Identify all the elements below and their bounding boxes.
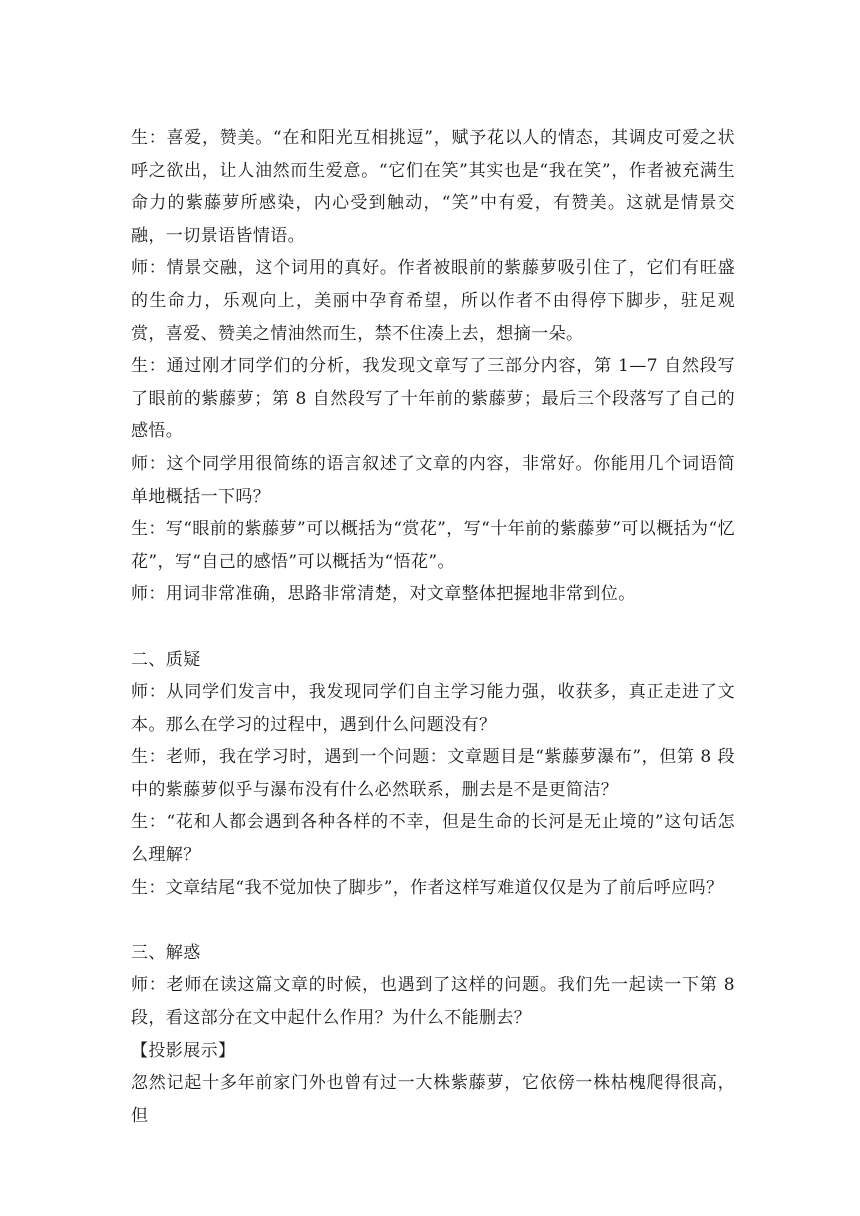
- paragraph-teacher-read-paragraph-8: 师：老师在读这篇文章的时候，也遇到了这样的问题。我们先一起读一下第 8 段，看这部分在文中起什么作用？为什么不能删去？: [131, 975, 735, 1029]
- blank-line: [131, 904, 735, 937]
- paragraph-student-question-3: 生：文章结尾“我不觉加快了脚步”，作者这样写难道仅仅是为了前后呼应吗？: [131, 877, 724, 898]
- paragraph-teacher-ask-questions: 师：从同学们发言中，我发现同学们自主学习能力强，收获多，真正走进了文本。那么在学习的过程中，遇到什么问题没有？: [131, 682, 735, 735]
- paragraph-quoted-text: 忽然记起十多年前家门外也曾有过一大株紫藤萝，它依傍一株枯槐爬得很高，但: [131, 1073, 735, 1126]
- document-body: [131, 122, 735, 1132]
- paragraph-teacher-blending: 师：情景交融，这个词用的真好。作者被眼前的紫藤萝吸引住了，它们有旺盛的生命力，乐观向上，美丽中孕育希望，所以作者不由得停下脚步，驻足观赏，喜爱、赞美之情油然而生，禁不住凑上去，想摘一朵。: [131, 258, 735, 344]
- section-heading-questioning: 二、质疑: [131, 649, 201, 670]
- paragraph-student-question-2: 生：“花和人都会遇到各种各样的不幸，但是生命的长河是无止境的”这句话怎么理解？: [131, 812, 735, 866]
- paragraph-teacher-summarize: 师：这个同学用很简练的语言叙述了文章的内容，非常好。你能用几个词语简单地概括一下吗？: [131, 453, 735, 507]
- projection-label: 【投影展示】: [131, 1040, 236, 1061]
- paragraph-student-structure: 生：通过刚才同学们的分析，我发现文章写了三部分内容，第 1—7 自然段写了眼前的紫藤萝；第 8 自然段写了十年前的紫藤萝；最后三个段落写了自己的感悟。: [131, 356, 735, 442]
- paragraph-teacher-approval: 师：用词非常准确，思路非常清楚，对文章整体把握地非常到位。: [131, 584, 636, 605]
- blank-line: [131, 611, 735, 644]
- paragraph-student-question-1: 生：老师，我在学习时，遇到一个问题：文章题目是“紫藤萝瀑布”，但第 8 段中的紫藤萝似乎与瀑布没有什么必然联系，删去是不是更简洁？: [131, 747, 735, 800]
- paragraph-student-praise: 生：喜爱，赞美。“在和阳光互相挑逗”，赋予花以人的情态，其调皮可爱之状呼之欲出，让人油然而生爱意。“它们在笑”其实也是“我在笑”，作者被充满生命力的紫藤萝所感染，内心受到触动，“笑”中有爱，有赞美。这就是情景交融，一切景语皆情语。: [131, 128, 735, 246]
- paragraph-student-keywords: 生：写“眼前的紫藤萝”可以概括为“赏花”，写“十年前的紫藤萝”可以概括为“忆花”，写“自己的感悟”可以概括为“悟花”。: [131, 519, 735, 572]
- section-heading-answering: 三、解惑: [131, 942, 201, 963]
